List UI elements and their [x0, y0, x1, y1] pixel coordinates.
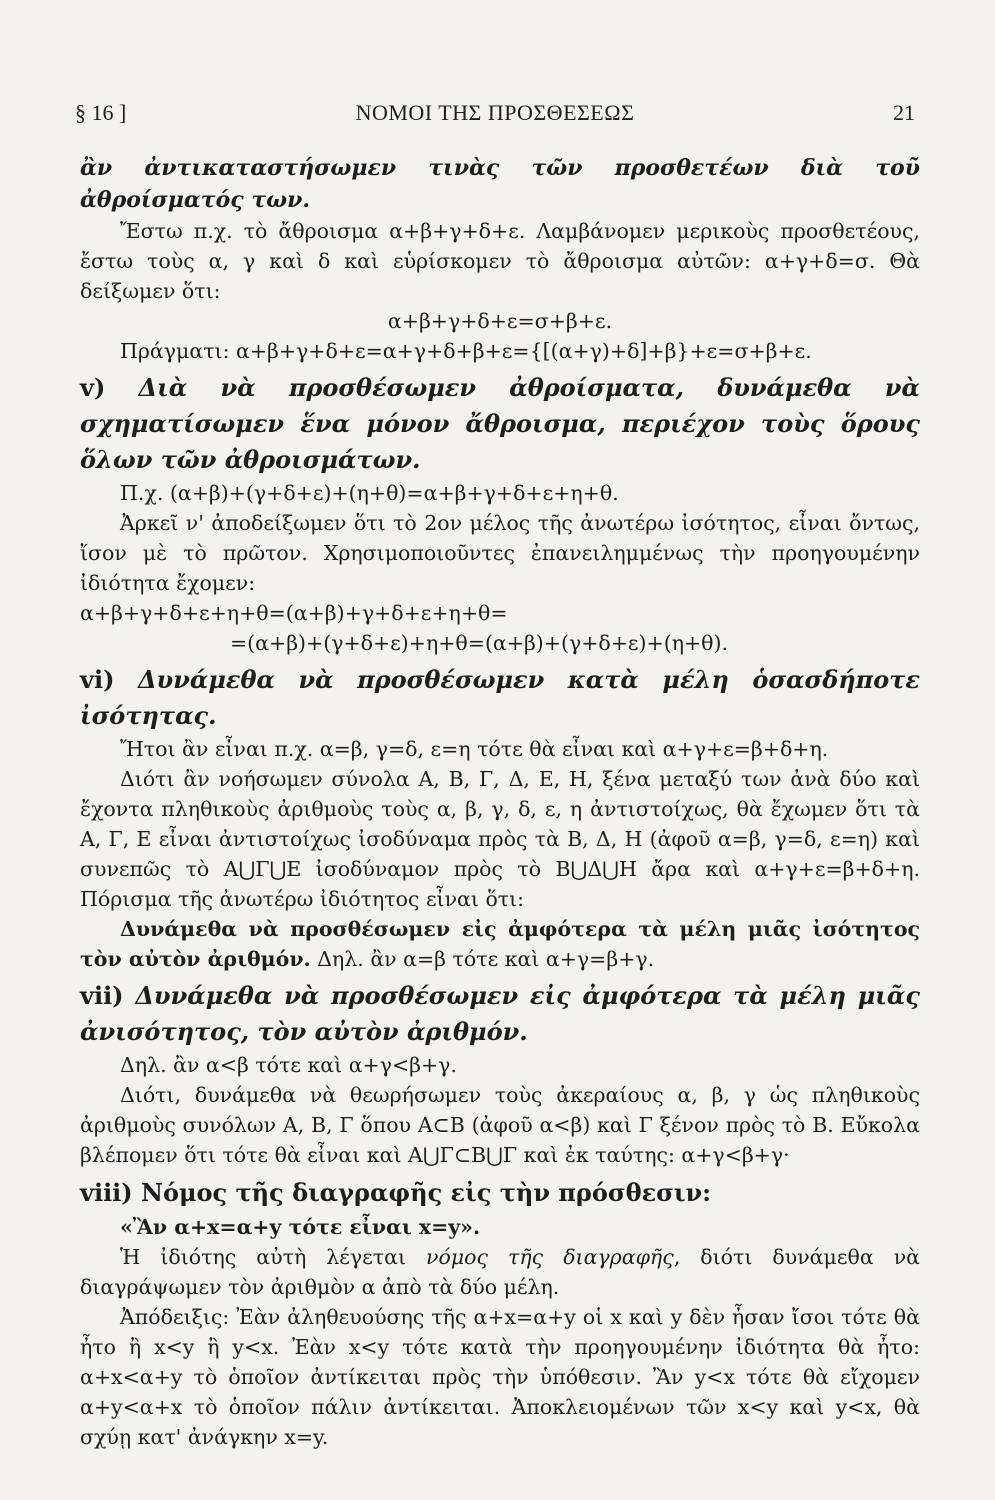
corollary — [80, 914, 920, 974]
equation: α+β+γ+δ+ε=σ+β+ε. — [387, 309, 613, 333]
text-run: Ἡ ἰδιότης αὐτὴ λέγεται — [120, 1245, 427, 1269]
intro-italic: ἂν ἀντικαταστήσωμεν τινὰς τῶν προσθετέων διὰ τοῦ ἀθροίσματός των. — [80, 155, 920, 213]
proof-paragraph: Ἀπόδειξις: Ἐὰν ἀληθευούσης τῆς α+x=α+y οἱ x καὶ y δὲν ἦσαν ἴσοι τότε θὰ ἦτο ἢ x<y ἢ y<x. Ἐὰν x<y τότε κατὰ τὴν προηγουμένην ἰδιότητα θὰ ἦτο: α+x<α+y τὸ ὁποῖον ἀντίκειται πρὸς τὴν ὑπόθεσιν. Ἂν y<x τότε θὰ εἴχομεν α+y<α+x τὸ ὁποῖον πάλιν ἀντίκειται. Ἀποκλειομένων τῶν x<y καὶ y<x, θὰ σχύῃ κατ' ἀνάγκην x=y. — [80, 1305, 920, 1449]
rule-heading — [80, 978, 920, 1050]
rule-heading: viii) Νόμος τῆς διαγραφῆς εἰς τὴν πρόσθεσιν: — [80, 1178, 711, 1207]
proof-paragraph: Διότι, δυνάμεθα νὰ θεωρήσωμεν τοὺς ἀκεραίους α, β, γ ὡς πληθικοὺς ἀριθμοὺς συνόλων Α, Β, Γ ὅπου Α⊂Β (ἀφοῦ α<β) καὶ Γ ξένον πρὸς τὸ Β. Εὔκολα βλέπομεν ὅτι τότε θὰ εἶναι καὶ Α⋃Γ⊂Β⋃Γ καὶ ἐκ ταύτης: α+γ<β+γ· — [80, 1083, 920, 1167]
example-paragraph: Ἔστω π.χ. τὸ ἄθροισμα α+β+γ+δ+ε. Λαμβάνομεν μερικοὺς προσθετέους, ἔστω τοὺς α, γ καὶ δ καὶ εὑρίσκομεν τὸ ἄθροισμα αὐτῶν: α+γ+δ=σ. Θὰ δείξωμεν ὅτι: — [80, 219, 920, 303]
running-header — [75, 100, 915, 136]
text-run: , διότι δυνάμεθα νὰ διαγράψωμεν τὸν ἀριθμὸν α ἀπὸ τὰ δύο μέλη. — [80, 1245, 921, 1299]
page-body — [80, 152, 920, 1452]
rule-label: v) — [80, 373, 106, 402]
chapter-title: ΝΟΜΟΙ ΤΗΣ ΠΡΟΣΘΕΣΕΩΣ — [355, 100, 635, 125]
corollary-statement: Δυνάμεθα νὰ προσθέσωμεν εἰς ἀμφότερα τὰ μέλη μιᾶς ἰσότητος τὸν αὐτὸν ἀριθμόν. — [80, 917, 920, 971]
proof-line: Πράγματι: α+β+γ+δ+ε=α+γ+δ+β+ε={[(α+γ)+δ]+β}+ε=σ+β+ε. — [120, 339, 812, 363]
proof-paragraph: Διότι ἂν νοήσωμεν σύνολα Α, Β, Γ, Δ, Ε, Η, ξένα μεταξύ των ἀνὰ δύο καὶ ἔχοντα πληθικοὺς ἀριθμοὺς τοὺς α, β, γ, δ, ε, η ἀντιστοίχως, θὰ ἔχωμεν ὅτι τὰ Α, Γ, Ε εἶναι ἀντιστοίχως ἰσοδύναμα πρὸς τὰ Β, Δ, Η (ἀφοῦ α=β, γ=δ, ε=η) καὶ συνεπῶς τὸ Α⋃Γ⋃Ε ἰσοδύναμον πρὸς τὸ Β⋃Δ⋃Η ἄρα καὶ α+γ+ε=β+δ+η. Πόρισμα τῆς ἀνωτέρω ἰδιότητος εἶναι ὅτι: — [80, 767, 920, 911]
rule-heading — [80, 370, 920, 478]
rule-label: vii) — [80, 981, 124, 1010]
proof-paragraph: Ἀρκεῖ ν' ἀποδείξωμεν ὅτι τὸ 2ον μέλος τῆς ἀνωτέρω ἰσότητος, εἶναι ὄντως, ἴσον μὲ τὸ πρῶτον. Χρησιμοποιοῦντες ἐπανειλημμένως τὴν προηγουμένην ἰδιότητα ἔχομεν: — [80, 511, 920, 595]
rule-text: Δυνάμεθα νὰ προσθέσωμεν κατὰ μέλη ὁσασδήποτε ἰσότητας. — [80, 665, 920, 730]
example-line: Δηλ. ἂν α<β τότε καὶ α+γ<β+γ. — [120, 1053, 457, 1077]
example-line: Π.χ. (α+β)+(γ+δ+ε)+(η+θ)=α+β+γ+δ+ε+η+θ. — [120, 481, 619, 505]
page-number: 21 — [893, 100, 915, 125]
equation: α+β+γ+δ+ε+η+θ=(α+β)+γ+δ+ε+η+θ= — [80, 601, 508, 625]
rule-text: Διὰ νὰ προσθέσωμεν ἀθροίσματα, δυνάμεθα νὰ σχηματίσωμεν ἕνα μόνον ἄθροισμα, περιέχον τοὺς ὅρους ὅλων τῶν ἀθροισμάτων. — [80, 373, 920, 474]
rule-label: vi) — [80, 665, 115, 694]
equation: =(α+β)+(γ+δ+ε)+η+θ=(α+β)+(γ+δ+ε)+(η+θ). — [230, 631, 729, 655]
section-mark: § 16 ] — [75, 100, 127, 125]
rule-text: Δυνάμεθα νὰ προσθέσωμεν εἰς ἀμφότερα τὰ μέλη μιᾶς ἀνισότητος, τὸν αὐτὸν ἀριθμόν. — [80, 981, 921, 1046]
corollary-example: Δηλ. ἂν α=β τότε καὶ α+γ=β+γ. — [310, 947, 655, 971]
rule-heading — [80, 662, 920, 734]
law-description — [80, 1242, 920, 1302]
law-name: νόμος τῆς διαγραφῆς — [426, 1245, 674, 1269]
law-statement: «Ἂν α+x=α+y τότε εἶναι x=y». — [120, 1215, 481, 1239]
example-line: Ἤτοι ἂν εἶναι π.χ. α=β, γ=δ, ε=η τότε θὰ εἶναι καὶ α+γ+ε=β+δ+η. — [120, 737, 829, 761]
